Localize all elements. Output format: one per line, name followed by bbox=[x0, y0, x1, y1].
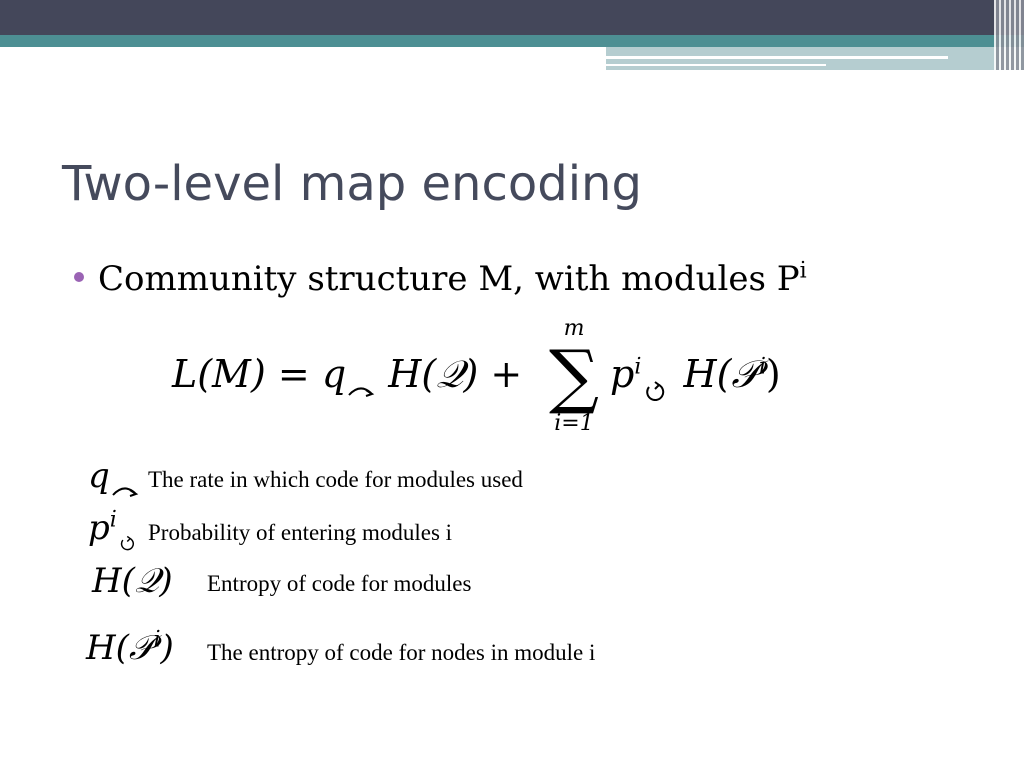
formula-p: p bbox=[610, 352, 635, 396]
legend-p-sup: i bbox=[109, 507, 117, 533]
sum-symbol: ∑ bbox=[549, 335, 599, 417]
bullet-superscript: i bbox=[799, 258, 807, 284]
formula-hp-sup: i bbox=[758, 354, 766, 380]
legend-symbol-p bbox=[88, 508, 139, 553]
formula-right bbox=[610, 352, 781, 401]
legend-symbol-q bbox=[88, 456, 140, 501]
legend-description: Probability of entering modules i bbox=[148, 520, 453, 545]
formula-plus: + bbox=[490, 352, 523, 396]
formula-hp-close: ) bbox=[765, 352, 781, 396]
legend-q: q bbox=[88, 456, 110, 496]
bullet-icon bbox=[74, 272, 84, 282]
formula-q: q bbox=[321, 352, 347, 396]
legend-description: The entropy of code for nodes in module i bbox=[207, 640, 596, 665]
header-accent-line bbox=[606, 56, 948, 59]
formula-left bbox=[172, 352, 522, 401]
header-dark-band bbox=[0, 0, 1024, 35]
formula-p-sup: i bbox=[634, 354, 642, 380]
legend-hp: H(𝒫 bbox=[86, 628, 154, 668]
cycle-icon bbox=[117, 533, 139, 553]
header-accent-line bbox=[606, 64, 826, 66]
arc-arrow-icon bbox=[110, 481, 140, 501]
bullet-item bbox=[74, 259, 807, 299]
header-stripes bbox=[994, 0, 1024, 70]
legend-symbol-hp bbox=[86, 628, 174, 668]
sum-lower: i=1 bbox=[554, 411, 594, 436]
legend-description: Entropy of code for modules bbox=[207, 571, 472, 596]
sum-upper: m bbox=[563, 316, 585, 341]
legend-p: p bbox=[88, 508, 110, 548]
legend-hp-close: ) bbox=[160, 628, 174, 668]
header-teal-band bbox=[0, 35, 1024, 47]
legend-hp-sup: i bbox=[153, 627, 161, 653]
legend-symbol-hq: H(𝒬) bbox=[92, 561, 173, 601]
formula-hp: H(𝒫 bbox=[683, 352, 759, 396]
slide-title: Two-level map encoding bbox=[62, 156, 642, 212]
legend-description: The rate in which code for modules used bbox=[148, 467, 523, 492]
formula-equals: = bbox=[277, 352, 310, 396]
formula-hq: H(𝒬) bbox=[388, 352, 479, 396]
arc-arrow-icon bbox=[346, 381, 376, 401]
formula-lhs: L(M) bbox=[172, 352, 266, 396]
cycle-icon bbox=[641, 381, 671, 401]
formula-sum bbox=[540, 318, 608, 436]
bullet-text: Community structure M, with modules P bbox=[98, 259, 800, 299]
